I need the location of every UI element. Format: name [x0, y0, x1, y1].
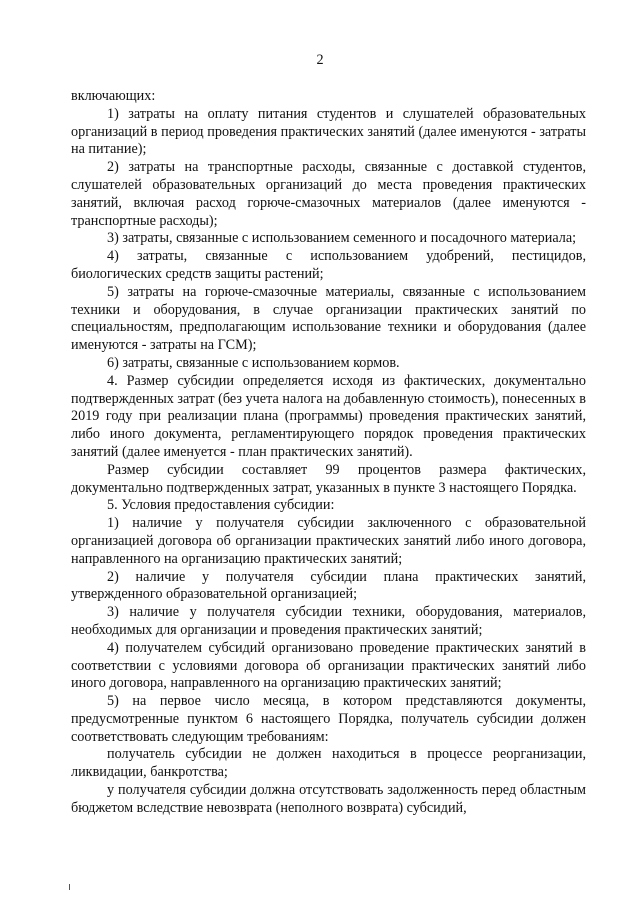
paragraph-item-food-costs: 1) затраты на оплату питания студентов и слушателей образовательных организаций в период проведения практических занятий (далее именуются - затраты на питание);	[71, 105, 586, 158]
page-number: 2	[316, 52, 324, 68]
document-body	[71, 88, 586, 818]
paragraph-item-fertilizer-costs: 4) затраты, связанные с использованием удобрений, пестицидов, биологических средств защиты растений;	[71, 248, 586, 282]
paragraph-condition-2: 2) наличие у получателя субсидии плана практических занятий, утвержденного образовательной организацией;	[71, 568, 586, 603]
paragraph-item-seed-costs: 3) затраты, связанные с использованием семенного и посадочного материала;	[107, 230, 577, 247]
paragraph-condition-5: 5) на первое число месяца, в котором представляются документы, предусмотренные пунктом 6 настоящего Порядка, получатель субсидии должен соответствовать следующим требованиям:	[71, 693, 586, 745]
paragraph-subsidy-percent: Размер субсидии составляет 99 процентов размера фактических, документально подтвержденных затрат, указанных в пункте 3 настоящего Порядка.	[71, 461, 586, 496]
scan-artifact-mark	[69, 884, 70, 890]
paragraph-condition-1: 1) наличие у получателя субсидии заключенного с образовательной организацией договора об организации практических занятий либо иного договора, направленного на организацию практических занятий;	[71, 515, 586, 567]
paragraph-intro: включающих:	[71, 88, 156, 104]
paragraph-item-transport-costs: 2) затраты на транспортные расходы, связанные с доставкой студентов, слушателей образовательных организаций до места проведения практических занятий, включая расход горюче-смазочных материалов (далее именуются - транспортные расходы);	[71, 159, 586, 229]
paragraph-requirement-reorganization: получатель субсидии не должен находиться в процессе реорганизации, ликвидации, банкротства;	[71, 746, 586, 781]
paragraph-item-fuel-costs: 5) затраты на горюче-смазочные материалы, связанные с использованием техники и оборудования, в случае организации практических занятий по специальностям, предполагающим использование техники и оборудования (далее именуются - затраты на ГСМ);	[71, 283, 586, 354]
paragraph-requirement-debt: у получателя субсидии должна отсутствовать задолженность перед областным бюджетом вследствие невозврата (неполного возврата) субсидий,	[71, 782, 586, 816]
paragraph-section-5-heading: 5. Условия предоставления субсидии:	[107, 497, 335, 514]
paragraph-section-4-subsidy-size: 4. Размер субсидии определяется исходя из фактических, документально подтвержденных затрат (без учета налога на добавленную стоимость), понесенных в 2019 году при реализации плана (программы) проведения практических занятий, либо иного документа, регламентирующего порядок проведения практических занятий (далее именуется - план практических занятий).	[71, 372, 586, 460]
paragraph-item-feed-costs: 6) затраты, связанные с использованием кормов.	[107, 354, 400, 371]
paragraph-condition-4: 4) получателем субсидий организовано проведение практических занятий в соответствии с условиями договора об организации практических занятий либо иного договора, направленного на организацию практических занятий;	[71, 639, 586, 692]
paragraph-condition-3: 3) наличие у получателя субсидии техники, оборудования, материалов, необходимых для организации и проведения практических занятий;	[71, 604, 586, 638]
